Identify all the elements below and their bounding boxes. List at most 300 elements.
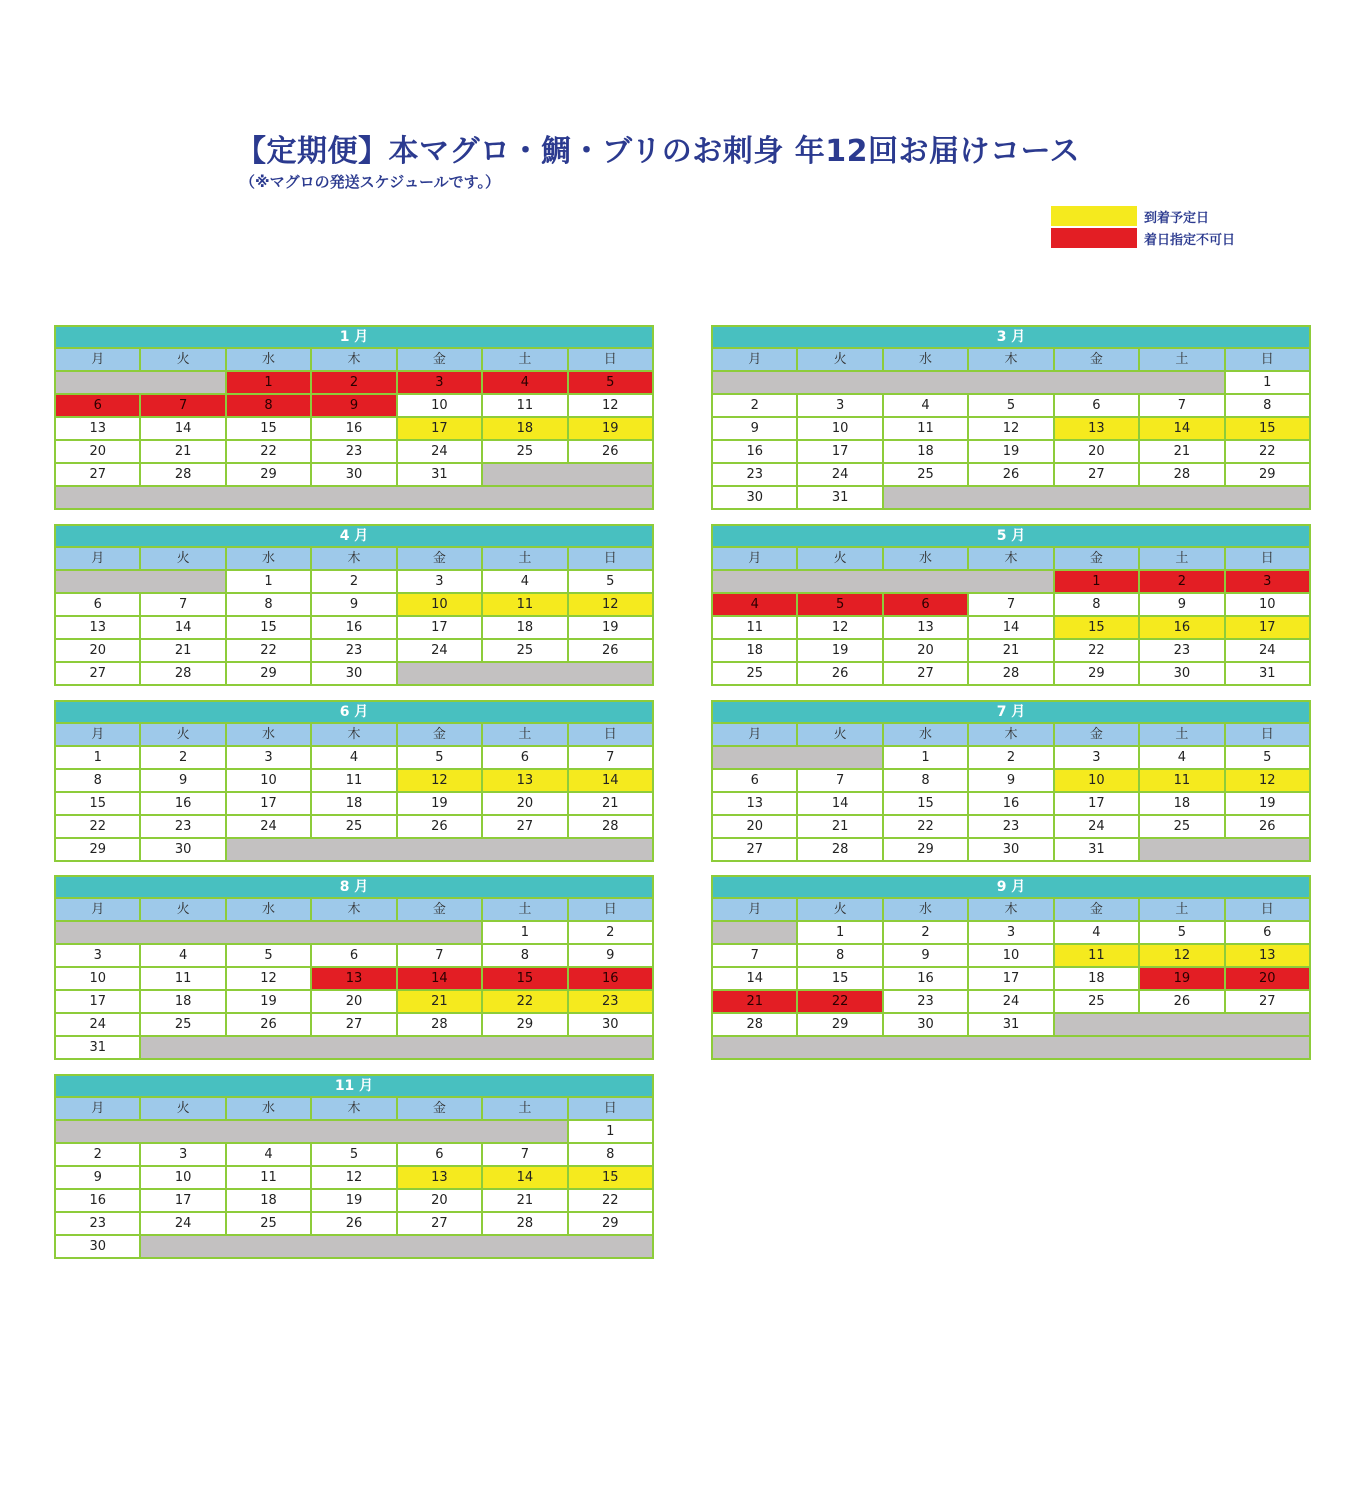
day-cell: 20: [398, 1190, 481, 1211]
weekday-header: 日: [569, 548, 652, 569]
day-cell: 25: [1055, 991, 1138, 1012]
day-cell: 7: [398, 945, 481, 966]
calendar-month-4: [54, 524, 654, 686]
day-cell: 27: [56, 663, 139, 684]
day-cell: 26: [1140, 991, 1223, 1012]
calendar-month-5: [711, 524, 1311, 686]
day-cell: 20: [1226, 968, 1309, 989]
day-cell: 5: [312, 1144, 395, 1165]
day-cell: 3: [1055, 747, 1138, 768]
day-cell: 19: [569, 617, 652, 638]
weekday-header: 土: [1140, 899, 1223, 920]
calendar-grid: [713, 349, 1309, 508]
day-cell: 12: [398, 770, 481, 791]
day-cell: 5: [798, 594, 881, 615]
day-cell: 14: [969, 617, 1052, 638]
day-cell: 29: [884, 839, 967, 860]
day-cell: 6: [884, 594, 967, 615]
day-cell: 18: [227, 1190, 310, 1211]
day-cell: 3: [141, 1144, 224, 1165]
weekday-header: 土: [1140, 349, 1223, 370]
day-cell: 21: [569, 793, 652, 814]
day-cell: 17: [398, 617, 481, 638]
day-cell: 19: [569, 418, 652, 439]
day-cell: 29: [227, 663, 310, 684]
day-cell: 9: [312, 395, 395, 416]
day-cell: 30: [1140, 663, 1223, 684]
day-cell: 15: [1226, 418, 1309, 439]
weekday-header: 月: [56, 349, 139, 370]
month-suffix: 月: [349, 528, 369, 544]
weekday-header: 月: [56, 548, 139, 569]
day-cell: 30: [312, 464, 395, 485]
weekday-header: 月: [56, 724, 139, 745]
day-cell: 20: [1055, 441, 1138, 462]
day-cell: 31: [798, 487, 881, 508]
weekday-header: 水: [884, 724, 967, 745]
day-cell: 11: [141, 968, 224, 989]
day-cell: 11: [483, 395, 566, 416]
day-cell: 1: [798, 922, 881, 943]
day-cell: 29: [569, 1213, 652, 1234]
day-cell: 24: [798, 464, 881, 485]
day-cell: 8: [227, 395, 310, 416]
day-cell: 11: [483, 594, 566, 615]
day-cell: 2: [713, 395, 796, 416]
day-cell: 8: [483, 945, 566, 966]
day-cell: 8: [569, 1144, 652, 1165]
day-cell: 9: [884, 945, 967, 966]
calendar-month-7: [711, 700, 1311, 862]
day-cell: 17: [798, 441, 881, 462]
day-cell: 31: [56, 1037, 139, 1058]
day-cell: 12: [227, 968, 310, 989]
legend-label: 着日指定不可日: [1144, 232, 1236, 248]
day-cell: 8: [1226, 395, 1309, 416]
month-header: [56, 327, 652, 347]
day-cell: 22: [1055, 640, 1138, 661]
day-cell: 7: [798, 770, 881, 791]
day-cell: 24: [1226, 640, 1309, 661]
day-cell: 6: [1055, 395, 1138, 416]
day-cell: 15: [569, 1167, 652, 1188]
day-cell: 22: [1226, 441, 1309, 462]
day-cell: 15: [56, 793, 139, 814]
weekday-header: 月: [713, 724, 796, 745]
month-number: 3: [996, 329, 1007, 345]
day-cell: 28: [969, 663, 1052, 684]
month-suffix: 月: [1006, 329, 1026, 345]
day-cell: 1: [227, 372, 310, 393]
weekday-header: 金: [1055, 548, 1138, 569]
day-cell: 11: [312, 770, 395, 791]
day-cell: 30: [312, 663, 395, 684]
day-cell: 9: [1140, 594, 1223, 615]
day-cell: 15: [1055, 617, 1138, 638]
day-cell: 14: [398, 968, 481, 989]
day-cell: 28: [569, 816, 652, 837]
day-cell: 13: [713, 793, 796, 814]
day-cell: 24: [56, 1014, 139, 1035]
day-cell: 20: [312, 991, 395, 1012]
weekday-header: 木: [312, 548, 395, 569]
day-cell: 30: [713, 487, 796, 508]
weekday-header: 土: [1140, 548, 1223, 569]
day-cell: 21: [141, 640, 224, 661]
month-suffix: 月: [349, 329, 369, 345]
empty-cell: [483, 464, 652, 485]
weekday-header: 日: [1226, 349, 1309, 370]
day-cell: 28: [141, 663, 224, 684]
weekday-header: 木: [312, 724, 395, 745]
day-cell: 27: [312, 1014, 395, 1035]
day-cell: 19: [398, 793, 481, 814]
day-cell: 23: [141, 816, 224, 837]
day-cell: 3: [56, 945, 139, 966]
day-cell: 8: [1055, 594, 1138, 615]
day-cell: 3: [1226, 571, 1309, 592]
month-header: [713, 526, 1309, 546]
day-cell: 14: [713, 968, 796, 989]
day-cell: 16: [969, 793, 1052, 814]
empty-cell: [56, 487, 652, 508]
month-suffix: 月: [1006, 879, 1026, 895]
day-cell: 7: [713, 945, 796, 966]
day-cell: 29: [798, 1014, 881, 1035]
day-cell: 7: [569, 747, 652, 768]
day-cell: 11: [713, 617, 796, 638]
day-cell: 13: [56, 418, 139, 439]
day-cell: 21: [398, 991, 481, 1012]
day-cell: 30: [969, 839, 1052, 860]
day-cell: 17: [398, 418, 481, 439]
day-cell: 7: [1140, 395, 1223, 416]
weekday-header: 日: [1226, 724, 1309, 745]
day-cell: 25: [884, 464, 967, 485]
month-number: 6: [339, 704, 350, 720]
day-cell: 10: [1226, 594, 1309, 615]
day-cell: 19: [798, 640, 881, 661]
day-cell: 18: [1055, 968, 1138, 989]
day-cell: 18: [884, 441, 967, 462]
day-cell: 5: [569, 571, 652, 592]
day-cell: 22: [798, 991, 881, 1012]
day-cell: 29: [1226, 464, 1309, 485]
day-cell: 6: [713, 770, 796, 791]
weekday-header: 火: [141, 899, 224, 920]
weekday-header: 金: [398, 349, 481, 370]
day-cell: 12: [798, 617, 881, 638]
day-cell: 9: [969, 770, 1052, 791]
weekday-header: 月: [713, 548, 796, 569]
calendar-month-9: [711, 875, 1311, 1060]
calendar-grid: [713, 724, 1309, 860]
day-cell: 23: [569, 991, 652, 1012]
weekday-header: 金: [1055, 899, 1138, 920]
day-cell: 2: [141, 747, 224, 768]
weekday-header: 木: [969, 899, 1052, 920]
day-cell: 11: [227, 1167, 310, 1188]
day-cell: 14: [141, 418, 224, 439]
empty-cell: [884, 487, 1309, 508]
day-cell: 25: [141, 1014, 224, 1035]
month-header: [56, 702, 652, 722]
day-cell: 27: [483, 816, 566, 837]
weekday-header: 金: [1055, 724, 1138, 745]
day-cell: 14: [141, 617, 224, 638]
day-cell: 7: [483, 1144, 566, 1165]
day-cell: 10: [798, 418, 881, 439]
day-cell: 28: [398, 1014, 481, 1035]
calendar-grid: [713, 548, 1309, 684]
day-cell: 20: [56, 441, 139, 462]
day-cell: 8: [227, 594, 310, 615]
legend-label: 到着予定日: [1144, 210, 1210, 226]
day-cell: 20: [884, 640, 967, 661]
month-header: [56, 877, 652, 897]
day-cell: 16: [884, 968, 967, 989]
day-cell: 26: [227, 1014, 310, 1035]
day-cell: 1: [884, 747, 967, 768]
day-cell: 19: [1140, 968, 1223, 989]
day-cell: 3: [398, 571, 481, 592]
weekday-header: 日: [569, 724, 652, 745]
calendar-grid: [713, 899, 1309, 1058]
weekday-header: 金: [398, 548, 481, 569]
day-cell: 22: [884, 816, 967, 837]
day-cell: 5: [1226, 747, 1309, 768]
day-cell: 4: [713, 594, 796, 615]
weekday-header: 金: [1055, 349, 1138, 370]
day-cell: 27: [56, 464, 139, 485]
day-cell: 3: [798, 395, 881, 416]
weekday-header: 月: [56, 1098, 139, 1119]
day-cell: 10: [398, 594, 481, 615]
empty-cell: [56, 372, 225, 393]
day-cell: 25: [312, 816, 395, 837]
day-cell: 23: [312, 640, 395, 661]
day-cell: 30: [56, 1236, 139, 1257]
legend: [1051, 205, 1235, 249]
month-suffix: 月: [1006, 528, 1026, 544]
day-cell: 13: [398, 1167, 481, 1188]
day-cell: 18: [1140, 793, 1223, 814]
day-cell: 10: [398, 395, 481, 416]
day-cell: 16: [56, 1190, 139, 1211]
day-cell: 17: [969, 968, 1052, 989]
day-cell: 9: [141, 770, 224, 791]
day-cell: 3: [969, 922, 1052, 943]
weekday-header: 火: [798, 724, 881, 745]
day-cell: 1: [1055, 571, 1138, 592]
day-cell: 12: [969, 418, 1052, 439]
day-cell: 31: [969, 1014, 1052, 1035]
day-cell: 10: [141, 1167, 224, 1188]
day-cell: 4: [227, 1144, 310, 1165]
day-cell: 5: [398, 747, 481, 768]
month-number: 9: [996, 879, 1007, 895]
day-cell: 14: [483, 1167, 566, 1188]
day-cell: 17: [56, 991, 139, 1012]
day-cell: 11: [1140, 770, 1223, 791]
weekday-header: 火: [141, 349, 224, 370]
day-cell: 9: [56, 1167, 139, 1188]
day-cell: 22: [227, 640, 310, 661]
day-cell: 5: [227, 945, 310, 966]
month-number: 4: [339, 528, 350, 544]
weekday-header: 土: [483, 1098, 566, 1119]
day-cell: 29: [227, 464, 310, 485]
month-number: 8: [339, 879, 350, 895]
day-cell: 25: [483, 441, 566, 462]
weekday-header: 日: [1226, 899, 1309, 920]
day-cell: 24: [969, 991, 1052, 1012]
weekday-header: 水: [227, 1098, 310, 1119]
legend-item-arrival: [1051, 205, 1235, 227]
month-suffix: 月: [1006, 704, 1026, 720]
day-cell: 19: [1226, 793, 1309, 814]
day-cell: 29: [1055, 663, 1138, 684]
day-cell: 5: [569, 372, 652, 393]
day-cell: 1: [1226, 372, 1309, 393]
day-cell: 8: [884, 770, 967, 791]
empty-cell: [713, 747, 882, 768]
empty-cell: [713, 571, 1053, 592]
calendar-month-6: [54, 700, 654, 862]
legend-swatch-yellow: [1051, 206, 1137, 226]
day-cell: 16: [569, 968, 652, 989]
page-title: 【定期便】本マグロ・鯛・ブリのお刺身 年12回お届けコース: [236, 134, 1080, 169]
calendar-grid: [56, 899, 652, 1058]
page-subtitle: （※マグロの発送スケジュールです。）: [240, 173, 500, 191]
day-cell: 4: [141, 945, 224, 966]
empty-cell: [141, 1037, 652, 1058]
day-cell: 22: [483, 991, 566, 1012]
day-cell: 22: [56, 816, 139, 837]
month-number: 1: [339, 329, 350, 345]
day-cell: 16: [713, 441, 796, 462]
weekday-header: 月: [56, 899, 139, 920]
day-cell: 6: [56, 395, 139, 416]
day-cell: 30: [141, 839, 224, 860]
day-cell: 26: [569, 441, 652, 462]
calendar-month-8: [54, 875, 654, 1060]
day-cell: 26: [798, 663, 881, 684]
day-cell: 26: [569, 640, 652, 661]
weekday-header: 土: [483, 548, 566, 569]
day-cell: 25: [713, 663, 796, 684]
day-cell: 24: [1055, 816, 1138, 837]
day-cell: 18: [713, 640, 796, 661]
calendar-grid: [56, 1098, 652, 1257]
weekday-header: 金: [398, 724, 481, 745]
day-cell: 6: [398, 1144, 481, 1165]
empty-cell: [227, 839, 652, 860]
empty-cell: [56, 922, 481, 943]
day-cell: 13: [1226, 945, 1309, 966]
empty-cell: [56, 571, 225, 592]
empty-cell: [56, 1121, 567, 1142]
day-cell: 31: [398, 464, 481, 485]
day-cell: 2: [969, 747, 1052, 768]
day-cell: 15: [227, 617, 310, 638]
month-suffix: 月: [354, 1078, 374, 1094]
weekday-header: 火: [798, 349, 881, 370]
day-cell: 5: [969, 395, 1052, 416]
day-cell: 11: [884, 418, 967, 439]
day-cell: 19: [969, 441, 1052, 462]
day-cell: 13: [884, 617, 967, 638]
weekday-header: 月: [713, 349, 796, 370]
day-cell: 10: [56, 968, 139, 989]
day-cell: 23: [56, 1213, 139, 1234]
weekday-header: 水: [227, 899, 310, 920]
weekday-header: 金: [398, 1098, 481, 1119]
day-cell: 20: [56, 640, 139, 661]
day-cell: 29: [483, 1014, 566, 1035]
weekday-header: 土: [483, 899, 566, 920]
day-cell: 21: [1140, 441, 1223, 462]
day-cell: 18: [483, 617, 566, 638]
calendar-month-1: [54, 325, 654, 510]
weekday-header: 木: [969, 724, 1052, 745]
weekday-header: 水: [884, 899, 967, 920]
day-cell: 24: [398, 441, 481, 462]
day-cell: 3: [398, 372, 481, 393]
day-cell: 25: [483, 640, 566, 661]
day-cell: 3: [227, 747, 310, 768]
day-cell: 24: [227, 816, 310, 837]
day-cell: 17: [141, 1190, 224, 1211]
weekday-header: 水: [884, 548, 967, 569]
day-cell: 29: [56, 839, 139, 860]
empty-cell: [713, 1037, 1309, 1058]
day-cell: 9: [569, 945, 652, 966]
day-cell: 6: [1226, 922, 1309, 943]
day-cell: 27: [713, 839, 796, 860]
day-cell: 4: [312, 747, 395, 768]
day-cell: 26: [969, 464, 1052, 485]
day-cell: 15: [798, 968, 881, 989]
month-suffix: 月: [349, 879, 369, 895]
day-cell: 15: [483, 968, 566, 989]
day-cell: 26: [398, 816, 481, 837]
day-cell: 26: [1226, 816, 1309, 837]
day-cell: 23: [1140, 640, 1223, 661]
day-cell: 19: [227, 991, 310, 1012]
day-cell: 10: [969, 945, 1052, 966]
day-cell: 7: [141, 395, 224, 416]
day-cell: 30: [569, 1014, 652, 1035]
weekday-header: 土: [1140, 724, 1223, 745]
day-cell: 19: [312, 1190, 395, 1211]
weekday-header: 日: [1226, 548, 1309, 569]
day-cell: 7: [141, 594, 224, 615]
weekday-header: 水: [227, 548, 310, 569]
weekday-header: 木: [312, 1098, 395, 1119]
day-cell: 10: [227, 770, 310, 791]
day-cell: 1: [569, 1121, 652, 1142]
month-suffix: 月: [349, 704, 369, 720]
day-cell: 8: [798, 945, 881, 966]
day-cell: 27: [884, 663, 967, 684]
day-cell: 13: [56, 617, 139, 638]
day-cell: 6: [483, 747, 566, 768]
day-cell: 30: [884, 1014, 967, 1035]
day-cell: 27: [1226, 991, 1309, 1012]
day-cell: 6: [312, 945, 395, 966]
day-cell: 12: [312, 1167, 395, 1188]
